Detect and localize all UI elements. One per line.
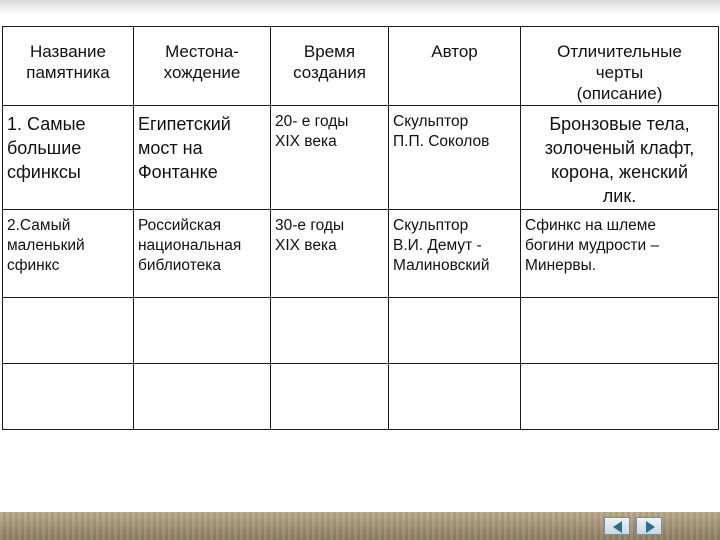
header-name: Название памятника	[3, 27, 134, 106]
cell-empty	[389, 364, 521, 430]
table-row	[3, 364, 719, 430]
table-row	[3, 210, 719, 298]
table-row	[3, 298, 719, 364]
cell-location: Египетский мост на Фонтанке	[134, 106, 271, 210]
table-row	[3, 106, 719, 210]
header-time: Время создания	[271, 27, 389, 106]
monuments-table	[2, 26, 719, 430]
cell-empty	[521, 298, 719, 364]
cell-name: 1. Самые большие сфинксы	[3, 106, 134, 210]
header-author: Автор	[389, 27, 521, 106]
previous-slide-button[interactable]	[604, 517, 630, 535]
header-features: Отличительные черты (описание)	[521, 27, 719, 106]
cell-time: 30-е годы XIX века	[271, 210, 389, 298]
top-shadow	[0, 0, 720, 14]
cell-features: Бронзовые тела, золоченый клафт, корона, женский лик.	[521, 106, 719, 210]
cell-empty	[3, 364, 134, 430]
cell-empty	[389, 298, 521, 364]
cell-author: Скульптор В.И. Демут - Малиновский	[389, 210, 521, 298]
cell-empty	[521, 364, 719, 430]
cell-name: 2.Самый маленький сфинкс	[3, 210, 134, 298]
cell-features: Сфинкс на шлеме богини мудрости – Минервы.	[521, 210, 719, 298]
cell-empty	[134, 364, 271, 430]
cell-author: Скульптор П.П. Соколов	[389, 106, 521, 210]
cell-empty	[134, 298, 271, 364]
triangle-right-icon	[637, 518, 663, 536]
cell-empty	[271, 364, 389, 430]
table-header-row	[3, 27, 719, 106]
header-location: Местона- хождение	[134, 27, 271, 106]
cell-empty	[271, 298, 389, 364]
cell-empty	[3, 298, 134, 364]
next-slide-button[interactable]	[636, 517, 662, 535]
cell-location: Российская национальная библиотека	[134, 210, 271, 298]
cell-time: 20- е годы XIX века	[271, 106, 389, 210]
triangle-left-icon	[605, 518, 631, 536]
